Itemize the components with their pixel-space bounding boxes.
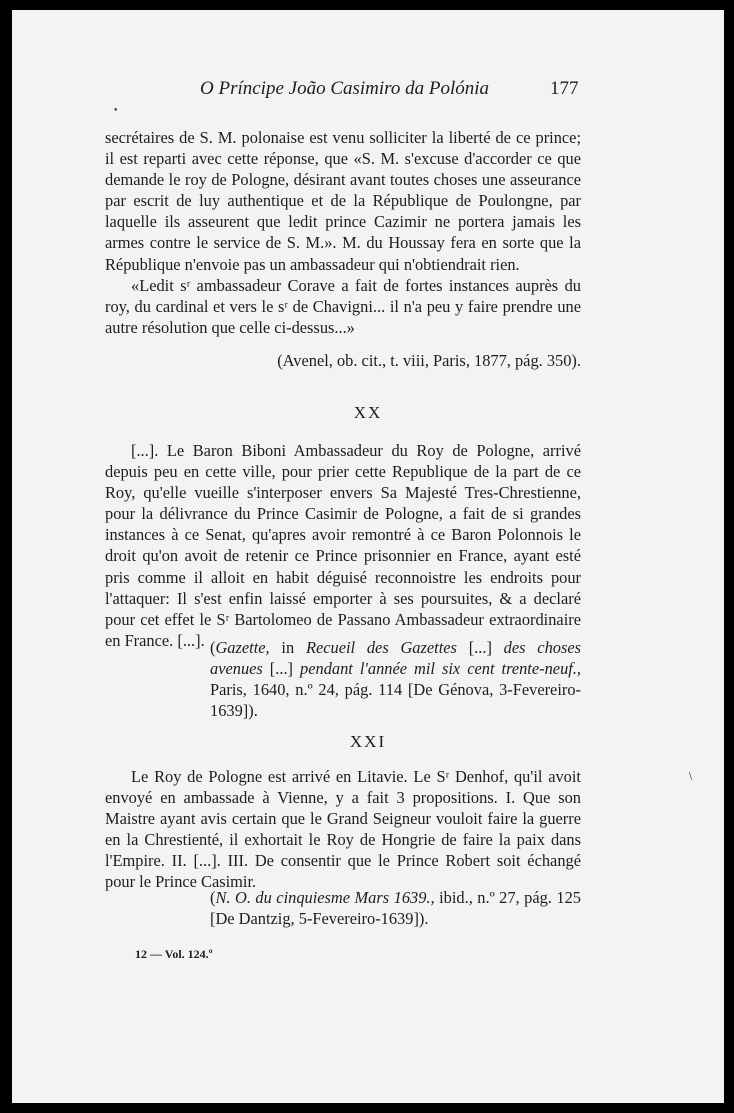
citation-text: N. O. du cinquiesme Mars 1639., bbox=[215, 888, 435, 907]
printer-signature: 12 — Vol. 124.º bbox=[135, 947, 213, 961]
citation-text: [...] bbox=[456, 638, 504, 657]
citation-text: in bbox=[269, 638, 306, 657]
section-xix-continuation bbox=[105, 127, 581, 338]
citation-text: des choses avenues bbox=[210, 638, 581, 679]
citation-text: ( bbox=[210, 638, 216, 657]
citation-text: Gazette, bbox=[215, 638, 270, 657]
paragraph: Le Roy de Pologne est arrivé en Litavie. Le Sʳ Denhof, qu'il avoit envoyé en ambassade à Vienne, y a fait 3 propositions. I. Que son Maistre ayant avis certain que le Grand Seigneur vouloit faire la guerre en la Chrestienté, il exhortait le Roy de Hongrie de faire la paix dans l'Empire. II. [...]. III. De consentir que le Prince Robert soit échangé pour le Prince Casimir. bbox=[105, 767, 581, 892]
citation-xx bbox=[210, 637, 581, 721]
citation-xix: (Avenel, ob. cit., t. viii, Paris, 1877, pág. 350). bbox=[277, 351, 581, 370]
citation-text: Paris, 1640, n.º 24, pág. 114 [De Génova, 3-Fevereiro-1639]). bbox=[210, 680, 581, 721]
section-number-xxi: XXI bbox=[349, 732, 387, 751]
citation-text: ibid., n.º 27, pág. 125 [De Dantzig, 5-Fevereiro-1639]). bbox=[210, 888, 581, 929]
page-number: 177 bbox=[550, 78, 579, 99]
section-xx-body bbox=[105, 440, 581, 651]
paragraph: secrétaires de S. M. polonaise est venu solliciter la liberté de ce prince; il est reparti avec cette réponse, que «S. M. s'excuse d'accorder ce que demande le roy de Pologne, désirant avant toutes choses une asseurance par escrit de luy authentique et de la République de Poulongne, par laquelle ils asseurent que ledit prince Cazimir ne portera jamais les armes contre le service de S. M.». M. du Houssay fera en sorte que la République n'envoie pas un ambassadeur qui n'obtiendrait rien. bbox=[105, 128, 581, 274]
citation-text: ( bbox=[210, 888, 216, 907]
citation-text: Recueil des Gazettes bbox=[305, 638, 457, 657]
book-page bbox=[12, 10, 724, 1103]
section-xxi-body bbox=[105, 766, 581, 893]
citation-text: pendant l'année mil six cent trente-neuf., bbox=[300, 659, 582, 679]
running-title: O Príncipe João Casimiro da Polónia bbox=[200, 78, 490, 99]
stray-mark: • bbox=[113, 106, 119, 116]
stray-mark: \ bbox=[689, 772, 693, 782]
page-header bbox=[12, 78, 724, 102]
citation-text: [...] bbox=[262, 659, 301, 679]
paragraph: «Ledit sʳ ambassadeur Corave a fait de fortes instances auprès du roy, du cardinal et vers le sʳ de Chavigni... il n'a peu y faire prendre une autre résolution que celle ci-dessus...» bbox=[105, 275, 581, 337]
paragraph: [...]. Le Baron Biboni Ambassadeur du Roy de Pologne, arrivé depuis peu en cette ville, pour prier cette Republique de la part de ce Roy, qu'elle vueille s'interposer envers Sa Majesté Tres-Chrestienne, pour la délivrance du Prince Casimir de Pologne, a fait de si grandes instances à ce Senat, qu'apres avoir remontré à ce Baron Polonnois le droit qu'on avoit de retenir ce Prince prisonnier en France, ayant esté pris comme il alloit en habit déguisé reconnoistre les endroits pour l'attaquer: Il s'est enfin laissé emporter à ses poursuites, & a declaré pour cet effet le Sʳ Bartolomeo de Passano Ambassadeur extraordinaire en France. [...]. bbox=[105, 441, 581, 650]
citation-xxi bbox=[210, 887, 581, 929]
section-number-xx: XX bbox=[353, 403, 383, 422]
